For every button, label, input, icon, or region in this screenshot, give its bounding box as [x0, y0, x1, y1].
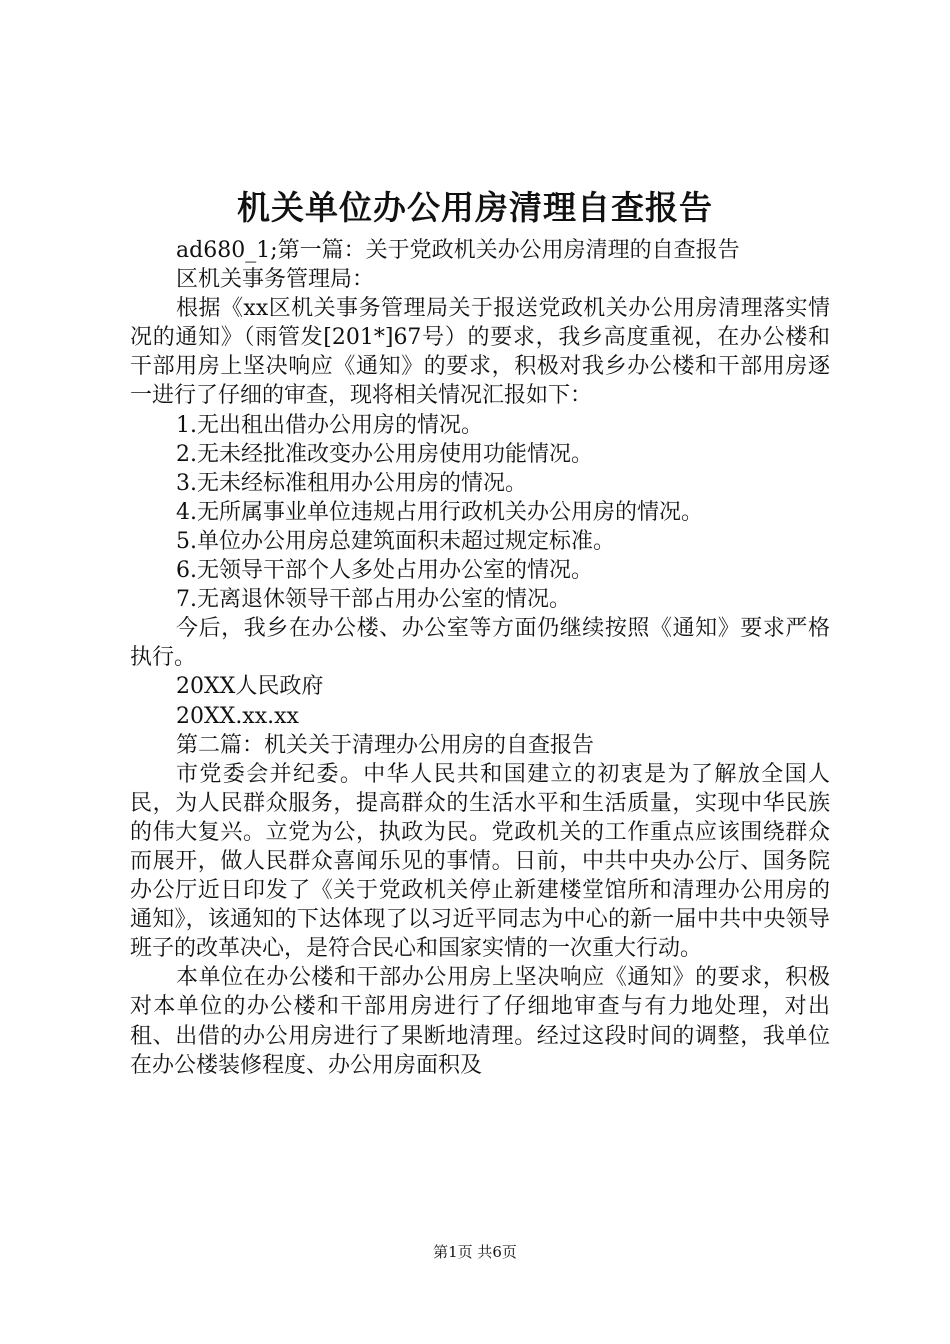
paragraph-intro-heading: ad680_1;第一篇：关于党政机关办公用房清理的自查报告: [176, 238, 740, 263]
list-item: 7.无离退休领导干部占用办公室的情况。: [176, 587, 571, 613]
document-title: 机关单位办公用房清理自查报告: [237, 188, 713, 227]
list-item: 6.无领导干部个人多处占用办公室的情况。: [176, 558, 593, 584]
document-body: [130, 236, 830, 1080]
paragraph-conclusion: 今后，我乡在办公楼、办公室等方面仍继续按照《通知》要求严格执行。: [130, 616, 830, 671]
section-heading: 第二篇：机关关于清理办公用房的自查报告: [176, 732, 595, 758]
paragraph-second-intro: 市党委会并纪委。中华人民共和国建立的初衷是为了解放全国人民，为人民群众服务，提高群众的生活水平和生活质量，实现中华民族的伟大复兴。立党为公，执政为民。党政机关的工作重点应该围绕群众而展开，做人民群众喜闻乐见的事情。日前，中共中央办公厅、国务院办公厅近日印发了《关于党政机关停止新建楼堂馆所和清理办公用房的通知》，该通知的下达体现了以习近平同志为中心的新一届中共中央领导班子的改革决心，是符合民心和国家实情的一次重大行动。: [130, 761, 830, 962]
page-number-footer: 第1页 共6页: [433, 1243, 517, 1261]
paragraph-second-body: 本单位在办公楼和干部办公用房上坚决响应《通知》的要求，积极对本单位的办公楼和干部用房进行了仔细地审查与有力地处理，对出租、出借的办公用房进行了果断地清理。经过这段时间的调整，我单位在办公楼装修程度、办公用房面积及: [130, 965, 830, 1078]
list-item: 4.无所属事业单位违规占用行政机关办公用房的情况。: [176, 499, 703, 525]
signature-organization: 20XX人民政府: [176, 674, 324, 700]
signature-date: 20XX.xx.xx: [176, 703, 299, 729]
paragraph-main-text: 根据《xx区机关事务管理局关于报送党政机关办公用房清理落实情况的通知》（雨管发[201*]67号）的要求，我乡高度重视，在办公楼和干部用房上坚决响应《通知》的要求，积极对我乡办公楼和干部用房逐一进行了仔细的审查，现将相关情况汇报如下：: [130, 296, 830, 409]
list-item: 3.无未经标准租用办公用房的情况。: [176, 470, 527, 496]
list-item: 1.无出租出借办公用房的情况。: [176, 412, 483, 438]
list-item: 5.单位办公用房总建筑面积未超过规定标准。: [176, 528, 615, 554]
paragraph-addressee: 区机关事务管理局：: [176, 267, 375, 293]
list-item: 2.无未经批准改变办公用房使用功能情况。: [176, 441, 593, 467]
